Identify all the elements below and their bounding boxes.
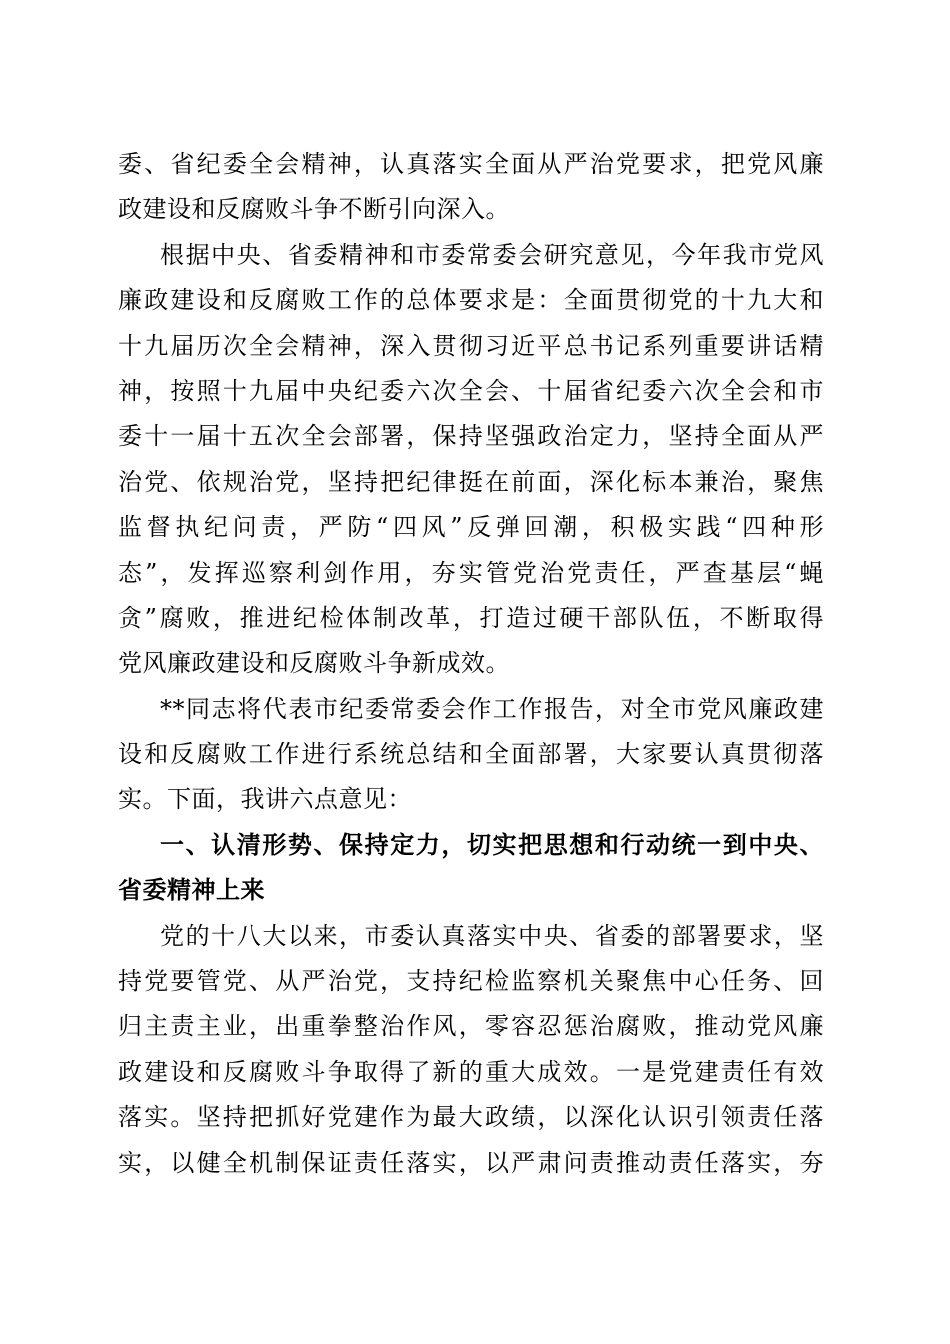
text-line: 贪”腐败，推进纪检体制改革，打造过硬干部队伍，不断取得 bbox=[118, 603, 824, 632]
paragraph-start-line: 根据中央、省委精神和市委常委会研究意见，今年我市党风 bbox=[160, 240, 824, 269]
text-line: 持党要管党、从严治党，支持纪检监察机关聚焦中心任务、回 bbox=[118, 967, 824, 996]
section-heading-line: 一、认清形势、保持定力，切实把思想和行动统一到中央、 bbox=[160, 830, 824, 859]
text-line: 廉政建设和反腐败工作的总体要求是：全面贯彻党的十九大和 bbox=[118, 286, 824, 315]
document-body bbox=[118, 142, 824, 1186]
text-line: 落实。坚持把抓好党建作为最大政绩，以深化认识引领责任落 bbox=[118, 1103, 824, 1132]
paragraph-start-line: **同志将代表市纪委常委会作工作报告，对全市党风廉政建 bbox=[160, 694, 824, 723]
text-line: 政建设和反腐败斗争取得了新的重大成效。一是党建责任有效 bbox=[118, 1057, 824, 1086]
text-line: 实。下面，我讲六点意见： bbox=[118, 785, 412, 814]
text-line: 治党、依规治党，坚持把纪律挺在前面，深化标本兼治，聚焦 bbox=[118, 467, 824, 496]
text-line: 十九届历次全会精神，深入贯彻习近平总书记系列重要讲话精 bbox=[118, 331, 824, 360]
text-line: 党风廉政建设和反腐败斗争新成效。 bbox=[118, 649, 510, 678]
text-line: 监督执纪问责，严防“四风”反弹回潮，积极实践“四种形 bbox=[118, 513, 824, 542]
text-line: 委十一届十五次全会部署，保持坚强政治定力，坚持全面从严 bbox=[118, 422, 824, 451]
text-line: 神，按照十九届中央纪委六次全会、十届省纪委六次全会和市 bbox=[118, 376, 824, 405]
text-line: 政建设和反腐败斗争不断引向深入。 bbox=[118, 195, 510, 224]
text-line: 委、省纪委全会精神，认真落实全面从严治党要求，把党风廉 bbox=[118, 150, 824, 178]
text-line: 态”，发挥巡察利剑作用，夯实管党治党责任，严查基层“蝇 bbox=[118, 558, 824, 587]
text-line: 实，以健全机制保证责任落实，以严肃问责推动责任落实，夯 bbox=[118, 1148, 824, 1177]
text-line: 设和反腐败工作进行系统总结和全面部署，大家要认真贯彻落 bbox=[118, 740, 824, 769]
section-heading-line: 省委精神上来 bbox=[118, 876, 265, 905]
text-line: 归主责主业，出重拳整治作风，零容忍惩治腐败，推动党风廉 bbox=[118, 1012, 824, 1041]
paragraph-start-line: 党的十八大以来，市委认真落实中央、省委的部署要求，坚 bbox=[160, 921, 824, 950]
